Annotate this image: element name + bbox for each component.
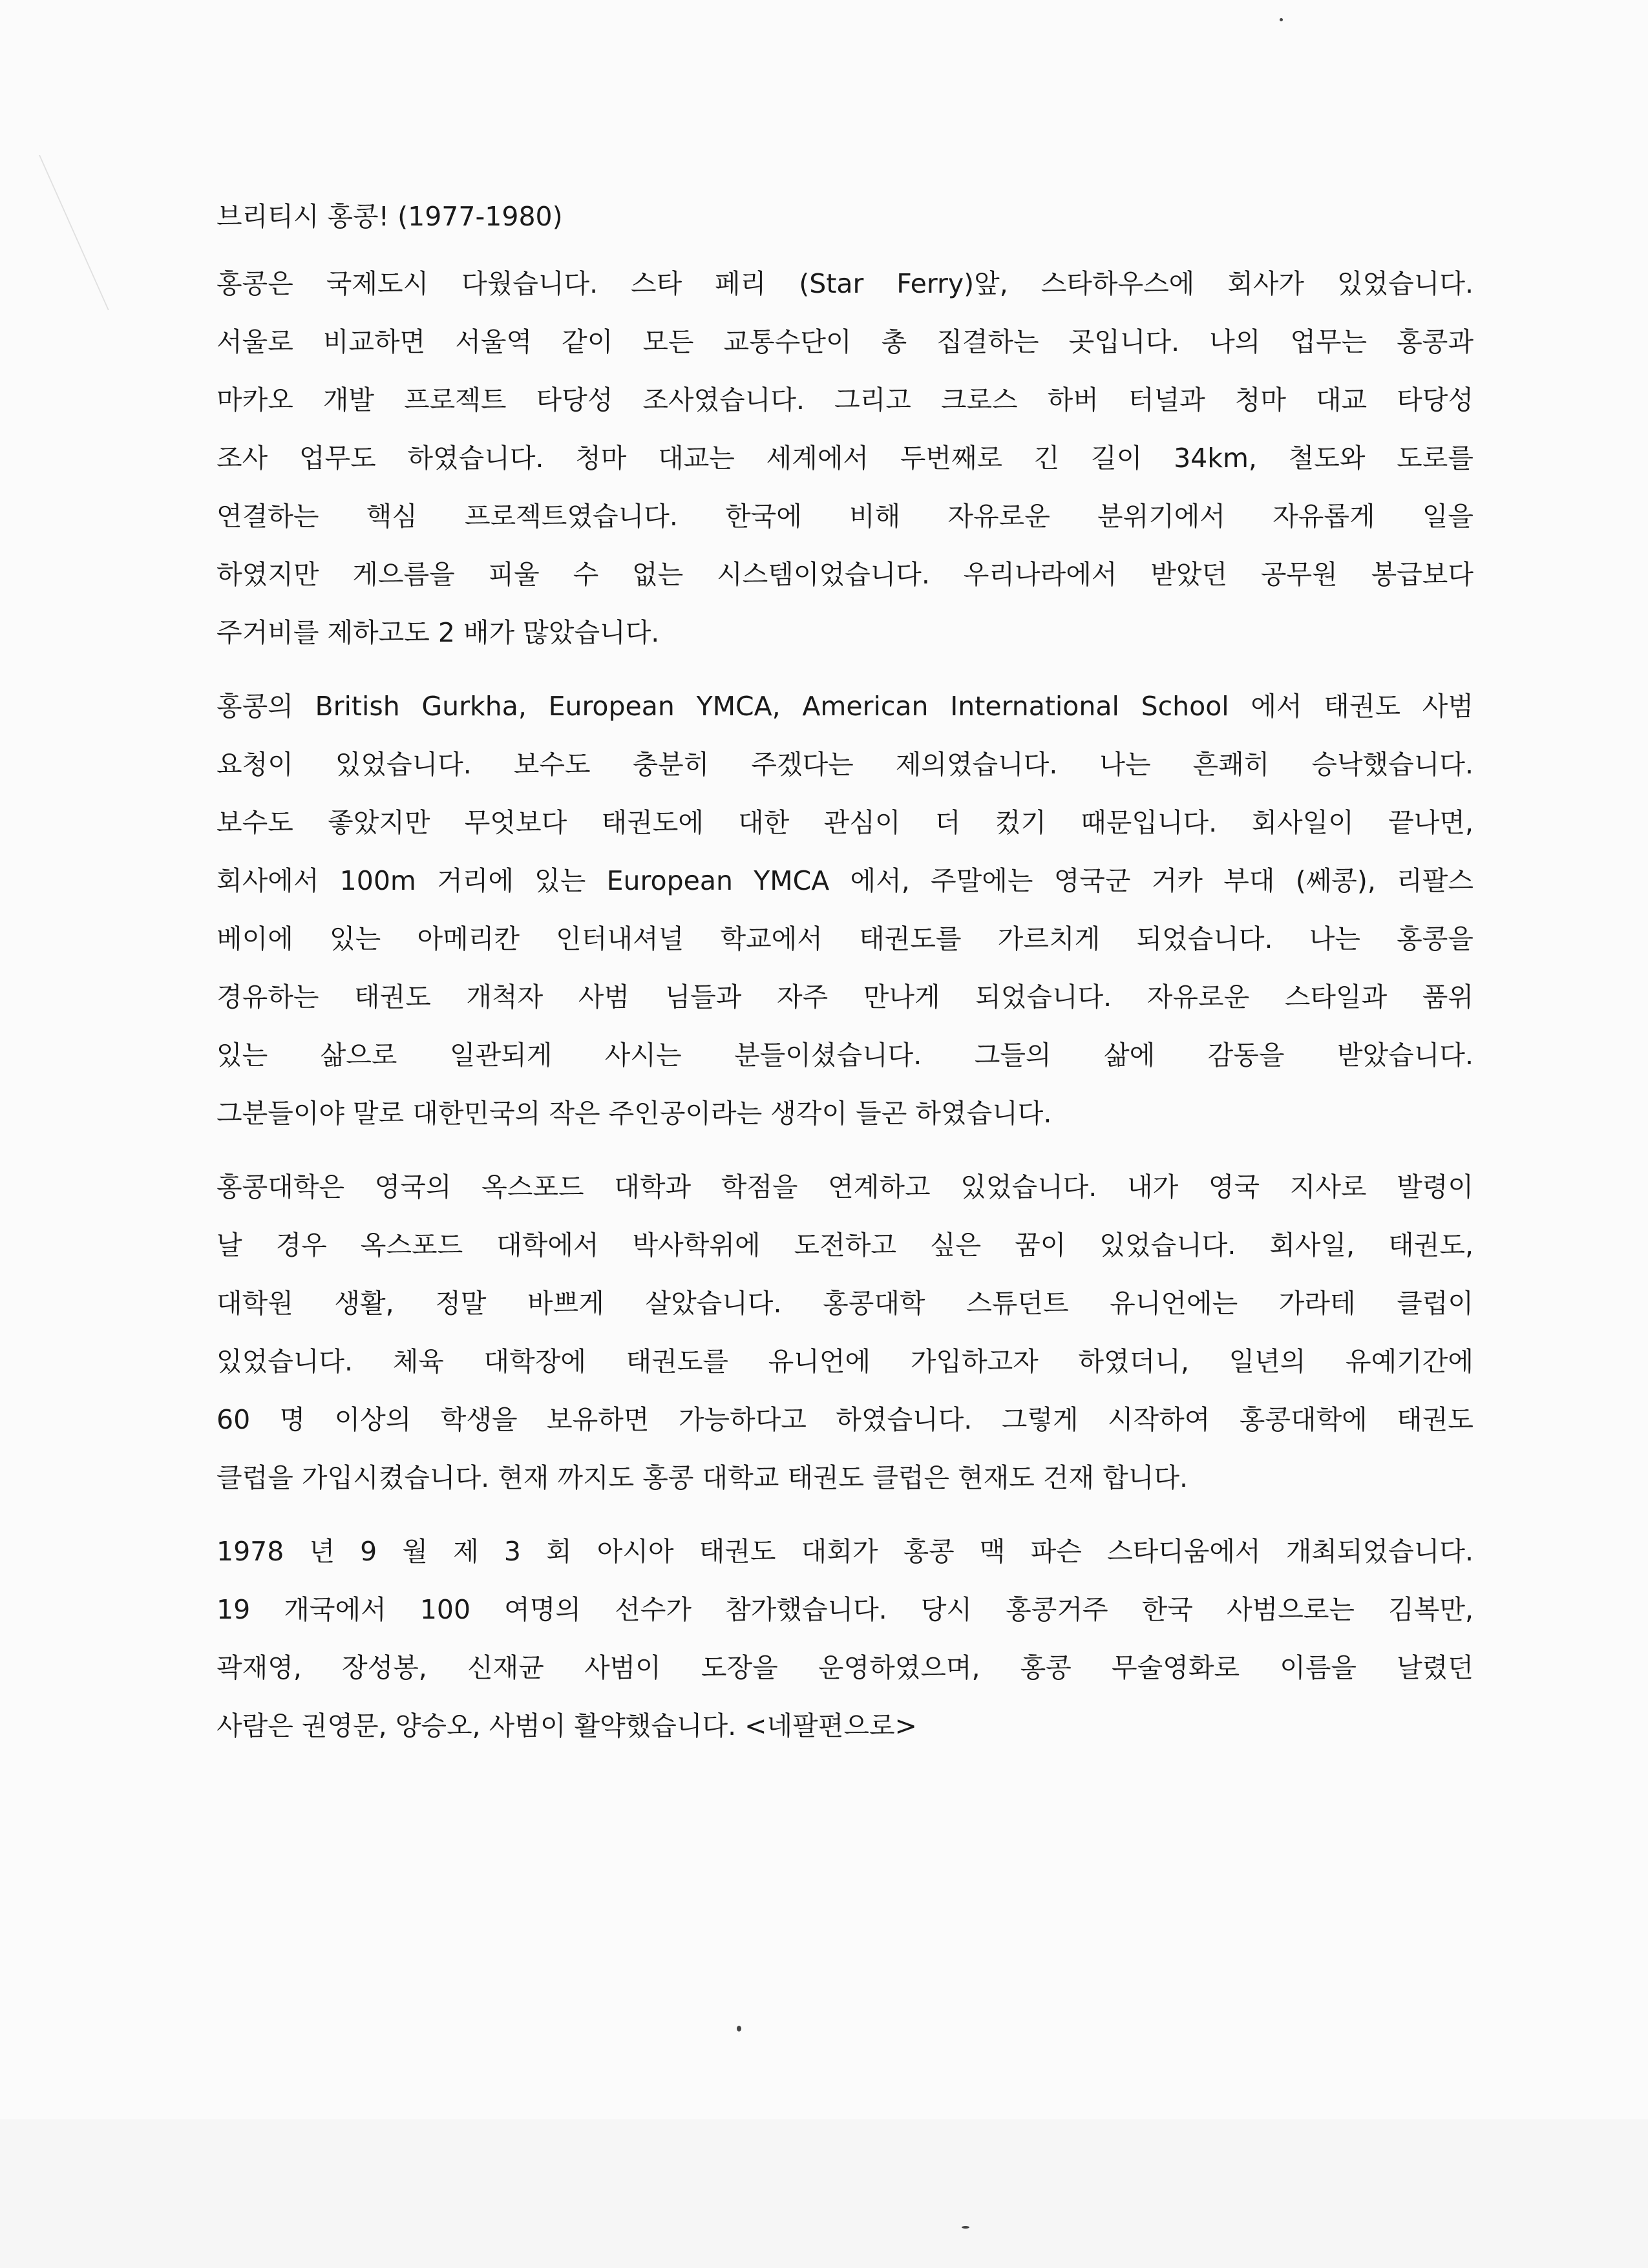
text-line: 1978 년 9 월 제 3 회 아시아 태권도 대회가 홍콩 맥 파슨 스타디움에서 개최되었습니다. bbox=[217, 1536, 1474, 1567]
scan-speck bbox=[1280, 18, 1283, 21]
text-line: 홍콩은 국제도시 다웠습니다. 스타 페리 (Star Ferry)앞, 스타하우스에 회사가 있었습니다. bbox=[217, 268, 1474, 299]
text-line: 조사 업무도 하였습니다. 청마 대교는 세계에서 두번째로 긴 길이 34km, 철도와 도로를 bbox=[217, 443, 1474, 474]
text-line: 곽재영, 장성봉, 신재균 사범이 도장을 운영하였으며, 홍콩 무술영화로 이름을 날렸던 bbox=[217, 1652, 1474, 1683]
text-line: 보수도 좋았지만 무엇보다 태권도에 대한 관심이 더 컸기 때문입니다. 회사일이 끝나면, bbox=[217, 807, 1474, 838]
text-line: 베이에 있는 아메리칸 인터내셔널 학교에서 태권도를 가르치게 되었습니다. 나는 홍콩을 bbox=[217, 923, 1474, 954]
scan-speck bbox=[962, 2226, 969, 2229]
text-line: 그분들이야 말로 대한민국의 작은 주인공이라는 생각이 들곤 하였습니다. bbox=[217, 1098, 1052, 1129]
text-line: 경유하는 태권도 개척자 사범 님들과 자주 만나게 되었습니다. 자유로운 스타일과 품위 bbox=[217, 982, 1474, 1013]
text-line: 홍콩의 British Gurkha, European YMCA, American International School 에서 태권도 사범 bbox=[217, 691, 1474, 722]
paragraph-asian-championship bbox=[217, 1522, 1474, 1755]
text-line: 19 개국에서 100 여명의 선수가 참가했습니다. 당시 홍콩거주 한국 사범으로는 김복만, bbox=[217, 1594, 1474, 1625]
scan-speck bbox=[737, 2026, 741, 2032]
paragraph-university bbox=[217, 1158, 1474, 1507]
text-line: 마카오 개발 프로젝트 타당성 조사였습니다. 그리고 크로스 하버 터널과 청마 대교 타당성 bbox=[217, 384, 1474, 415]
text-line: 회사에서 100m 거리에 있는 European YMCA 에서, 주말에는 영국군 거카 부대 (쎄콩), 리팔스 bbox=[217, 865, 1474, 896]
text-line: 있었습니다. 체육 대학장에 태권도를 유니언에 가입하고자 하였더니, 일년의 유예기간에 bbox=[217, 1346, 1474, 1377]
text-line: 홍콩대학은 영국의 옥스포드 대학과 학점을 연계하고 있었습니다. 내가 영국 지사로 발령이 bbox=[217, 1171, 1474, 1202]
scan-bottom-margin bbox=[0, 2119, 1648, 2268]
document-title: 브리티시 홍콩! (1977-1980) bbox=[217, 201, 563, 232]
text-line: 연결하는 핵심 프로젝트였습니다. 한국에 비해 자유로운 분위기에서 자유롭게 일을 bbox=[217, 501, 1474, 532]
text-line: 대학원 생활, 정말 바쁘게 살았습니다. 홍콩대학 스튜던트 유니언에는 가라테 클럽이 bbox=[217, 1288, 1474, 1319]
text-line: 주거비를 제하고도 2 배가 많았습니다. bbox=[217, 617, 660, 648]
text-line: 요청이 있었습니다. 보수도 충분히 주겠다는 제의였습니다. 나는 흔쾌히 승낙했습니다. bbox=[217, 749, 1474, 780]
paragraph-work bbox=[217, 255, 1474, 662]
text-line: 있는 삶으로 일관되게 사시는 분들이셨습니다. 그들의 삶에 감동을 받았습니다. bbox=[217, 1040, 1474, 1071]
text-line: 60 명 이상의 학생을 보유하면 가능하다고 하였습니다. 그렇게 시작하여 홍콩대학에 태권도 bbox=[217, 1404, 1474, 1435]
text-line: 클럽을 가입시켰습니다. 현재 까지도 홍콩 대학교 태권도 클럽은 현재도 건재 합니다. bbox=[217, 1462, 1188, 1493]
paragraph-taekwondo-instructor bbox=[217, 677, 1474, 1142]
document-body bbox=[217, 187, 1474, 1770]
text-line: 서울로 비교하면 서울역 같이 모든 교통수단이 총 집결하는 곳입니다. 나의 업무는 홍콩과 bbox=[217, 326, 1474, 357]
text-line: 사람은 권영문, 양승오, 사범이 활약했습니다. <네팔편으로> bbox=[217, 1710, 917, 1741]
text-line: 하였지만 게으름을 피울 수 없는 시스템이었습니다. 우리나라에서 받았던 공무원 봉급보다 bbox=[217, 559, 1474, 590]
text-line: 날 경우 옥스포드 대학에서 박사학위에 도전하고 싶은 꿈이 있었습니다. 회사일, 태권도, bbox=[217, 1230, 1474, 1261]
